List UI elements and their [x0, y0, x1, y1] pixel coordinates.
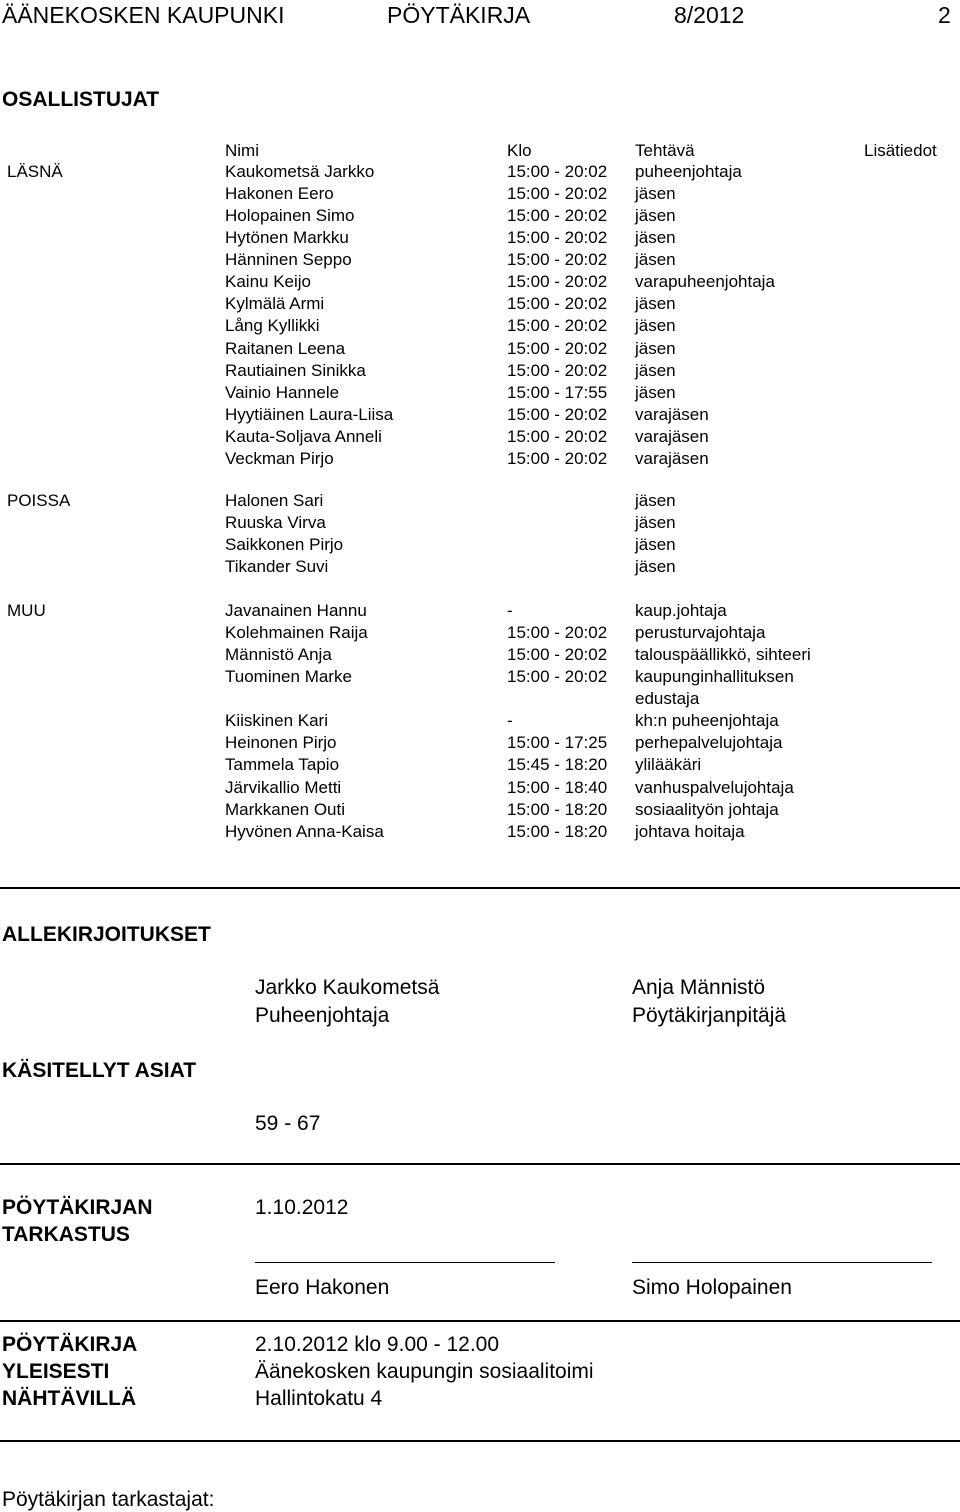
- cell-time: 15:00 - 20:02: [507, 449, 608, 468]
- cell-role: jäsen: [635, 383, 676, 402]
- cell-time: 15:00 - 20:02: [507, 667, 608, 686]
- divider: [0, 1320, 960, 1322]
- cell-time: 15:00 - 17:55: [507, 383, 608, 402]
- cell-time: 15:00 - 20:02: [507, 405, 608, 424]
- cell-role: varajäsen: [635, 449, 709, 468]
- cell-name: Heinonen Pirjo: [225, 733, 337, 752]
- column-header-role: Tehtävä: [635, 141, 695, 160]
- cell-name: Järvikallio Metti: [225, 778, 342, 797]
- cell-time: 15:00 - 20:02: [507, 645, 608, 664]
- cell-time: 15:00 - 20:02: [507, 623, 608, 642]
- cell-role: jäsen: [635, 294, 676, 313]
- cell-time: 15:00 - 20:02: [507, 294, 608, 313]
- signature-line: [632, 1262, 932, 1263]
- column-header-name: Nimi: [225, 141, 259, 160]
- display-address: Hallintokatu 4: [255, 1387, 383, 1410]
- cell-time: 15:00 - 20:02: [507, 316, 608, 335]
- cell-name: Rautiainen Sinikka: [225, 361, 366, 380]
- cell-name: Hyytiäinen Laura-Liisa: [225, 405, 394, 424]
- cell-name: Hakonen Eero: [225, 184, 334, 203]
- cell-time: 15:00 - 20:02: [507, 361, 608, 380]
- group-label: LÄSNÄ: [7, 162, 63, 181]
- cell-role: jäsen: [635, 316, 676, 335]
- cell-time: -: [507, 601, 513, 620]
- cell-name: Javanainen Hannu: [225, 601, 367, 620]
- cell-role: varapuheenjohtaja: [635, 272, 775, 291]
- secretary-name: Anja Männistö: [632, 976, 766, 999]
- cell-role: jäsen: [635, 557, 676, 576]
- cell-time: 15:00 - 20:02: [507, 228, 608, 247]
- cell-name: Markkanen Outi: [225, 800, 345, 819]
- cell-name: Kaukometsä Jarkko: [225, 162, 375, 181]
- cell-role: perusturvajohtaja: [635, 623, 766, 642]
- signature-line: [255, 1262, 555, 1263]
- cell-time: 15:00 - 18:20: [507, 822, 608, 841]
- cell-name: Tuominen Marke: [225, 667, 352, 686]
- cell-name: Hänninen Seppo: [225, 250, 352, 269]
- cell-time: 15:00 - 18:20: [507, 800, 608, 819]
- cell-name: Lång Kyllikki: [225, 316, 320, 335]
- cell-name: Kainu Keijo: [225, 272, 312, 291]
- cell-name: Kauta-Soljava Anneli: [225, 427, 382, 446]
- doc-type: PÖYTÄKIRJA: [387, 2, 531, 28]
- cell-name: Ruuska Virva: [225, 513, 326, 532]
- review-title-line2: TARKASTUS: [2, 1223, 130, 1246]
- cell-name: Halonen Sari: [225, 491, 324, 510]
- cell-time: 15:00 - 18:40: [507, 778, 608, 797]
- cell-name: Saikkonen Pirjo: [225, 535, 344, 554]
- column-header-time: Klo: [507, 141, 532, 160]
- cell-role: johtava hoitaja: [635, 822, 745, 841]
- cell-role: kh:n puheenjohtaja: [635, 711, 779, 730]
- cell-role: varajäsen: [635, 405, 709, 424]
- cell-name: Tikander Suvi: [225, 557, 329, 576]
- handled-items-value: 59 - 67: [255, 1112, 321, 1135]
- reviewer-2: Simo Holopainen: [632, 1276, 792, 1299]
- participants-title: OSALLISTUJAT: [2, 88, 160, 111]
- chair-title: Puheenjohtaja: [255, 1004, 390, 1027]
- cell-name: Tammela Tapio: [225, 755, 340, 774]
- cell-time: 15:00 - 20:02: [507, 184, 608, 203]
- divider: [0, 1440, 960, 1442]
- cell-name: Kolehmainen Raija: [225, 623, 368, 642]
- cell-time: 15:00 - 20:02: [507, 272, 608, 291]
- cell-role: jäsen: [635, 250, 676, 269]
- cell-name: Holopainen Simo: [225, 206, 355, 225]
- divider: [0, 1163, 960, 1165]
- cell-role: varajäsen: [635, 427, 709, 446]
- display-when: 2.10.2012 klo 9.00 - 12.00: [255, 1333, 500, 1356]
- cell-role: edustaja: [635, 689, 700, 708]
- cell-time: 15:00 - 20:02: [507, 339, 608, 358]
- cell-role: vanhuspalvelujohtaja: [635, 778, 794, 797]
- divider: [0, 887, 960, 889]
- cell-time: 15:45 - 18:20: [507, 755, 608, 774]
- review-title-line1: PÖYTÄKIRJAN: [2, 1196, 153, 1219]
- reviewer-1: Eero Hakonen: [255, 1276, 390, 1299]
- cell-role: perhepalvelujohtaja: [635, 733, 783, 752]
- cell-time: 15:00 - 20:02: [507, 206, 608, 225]
- cell-role: sosiaalityön johtaja: [635, 800, 779, 819]
- cell-role: ylilääkäri: [635, 755, 702, 774]
- chair-name: Jarkko Kaukometsä: [255, 976, 440, 999]
- cell-role: talouspäällikkö, sihteeri: [635, 645, 811, 664]
- group-label: POISSA: [7, 491, 71, 510]
- meeting-number: 8/2012: [674, 2, 745, 28]
- display-title-line2: YLEISESTI: [2, 1360, 110, 1383]
- cell-time: 15:00 - 17:25: [507, 733, 608, 752]
- reviewers-label: Pöytäkirjan tarkastajat:: [2, 1488, 215, 1511]
- cell-name: Männistö Anja: [225, 645, 332, 664]
- cell-time: 15:00 - 20:02: [507, 162, 608, 181]
- cell-role: jäsen: [635, 184, 676, 203]
- cell-name: Hytönen Markku: [225, 228, 349, 247]
- cell-name: Kiiskinen Kari: [225, 711, 328, 730]
- cell-role: jäsen: [635, 206, 676, 225]
- cell-time: 15:00 - 20:02: [507, 250, 608, 269]
- display-title-line1: PÖYTÄKIRJA: [2, 1333, 138, 1356]
- cell-role: puheenjohtaja: [635, 162, 742, 181]
- cell-role: kaup.johtaja: [635, 601, 727, 620]
- cell-name: Raitanen Leena: [225, 339, 346, 358]
- group-label: MUU: [7, 601, 46, 620]
- signatures-title: ALLEKIRJOITUKSET: [2, 923, 211, 946]
- handled-items-title: KÄSITELLYT ASIAT: [2, 1059, 197, 1082]
- display-title-line3: NÄHTÄVILLÄ: [2, 1387, 137, 1410]
- org-name: ÄÄNEKOSKEN KAUPUNKI: [2, 2, 285, 28]
- cell-role: jäsen: [635, 491, 676, 510]
- review-date: 1.10.2012: [255, 1196, 349, 1219]
- page-number: 2: [938, 2, 951, 28]
- cell-role: jäsen: [635, 339, 676, 358]
- cell-role: jäsen: [635, 361, 676, 380]
- secretary-title: Pöytäkirjanpitäjä: [632, 1004, 787, 1027]
- cell-time: -: [507, 711, 513, 730]
- cell-role: jäsen: [635, 228, 676, 247]
- column-header-notes: Lisätiedot: [864, 141, 937, 160]
- cell-name: Vainio Hannele: [225, 383, 340, 402]
- cell-name: Hyvönen Anna-Kaisa: [225, 822, 384, 841]
- cell-role: jäsen: [635, 535, 676, 554]
- cell-name: Veckman Pirjo: [225, 449, 334, 468]
- display-where: Äänekosken kaupungin sosiaalitoimi: [255, 1360, 594, 1383]
- cell-role: jäsen: [635, 513, 676, 532]
- cell-name: Kylmälä Armi: [225, 294, 325, 313]
- cell-time: 15:00 - 20:02: [507, 427, 608, 446]
- cell-role: kaupunginhallituksen: [635, 667, 794, 686]
